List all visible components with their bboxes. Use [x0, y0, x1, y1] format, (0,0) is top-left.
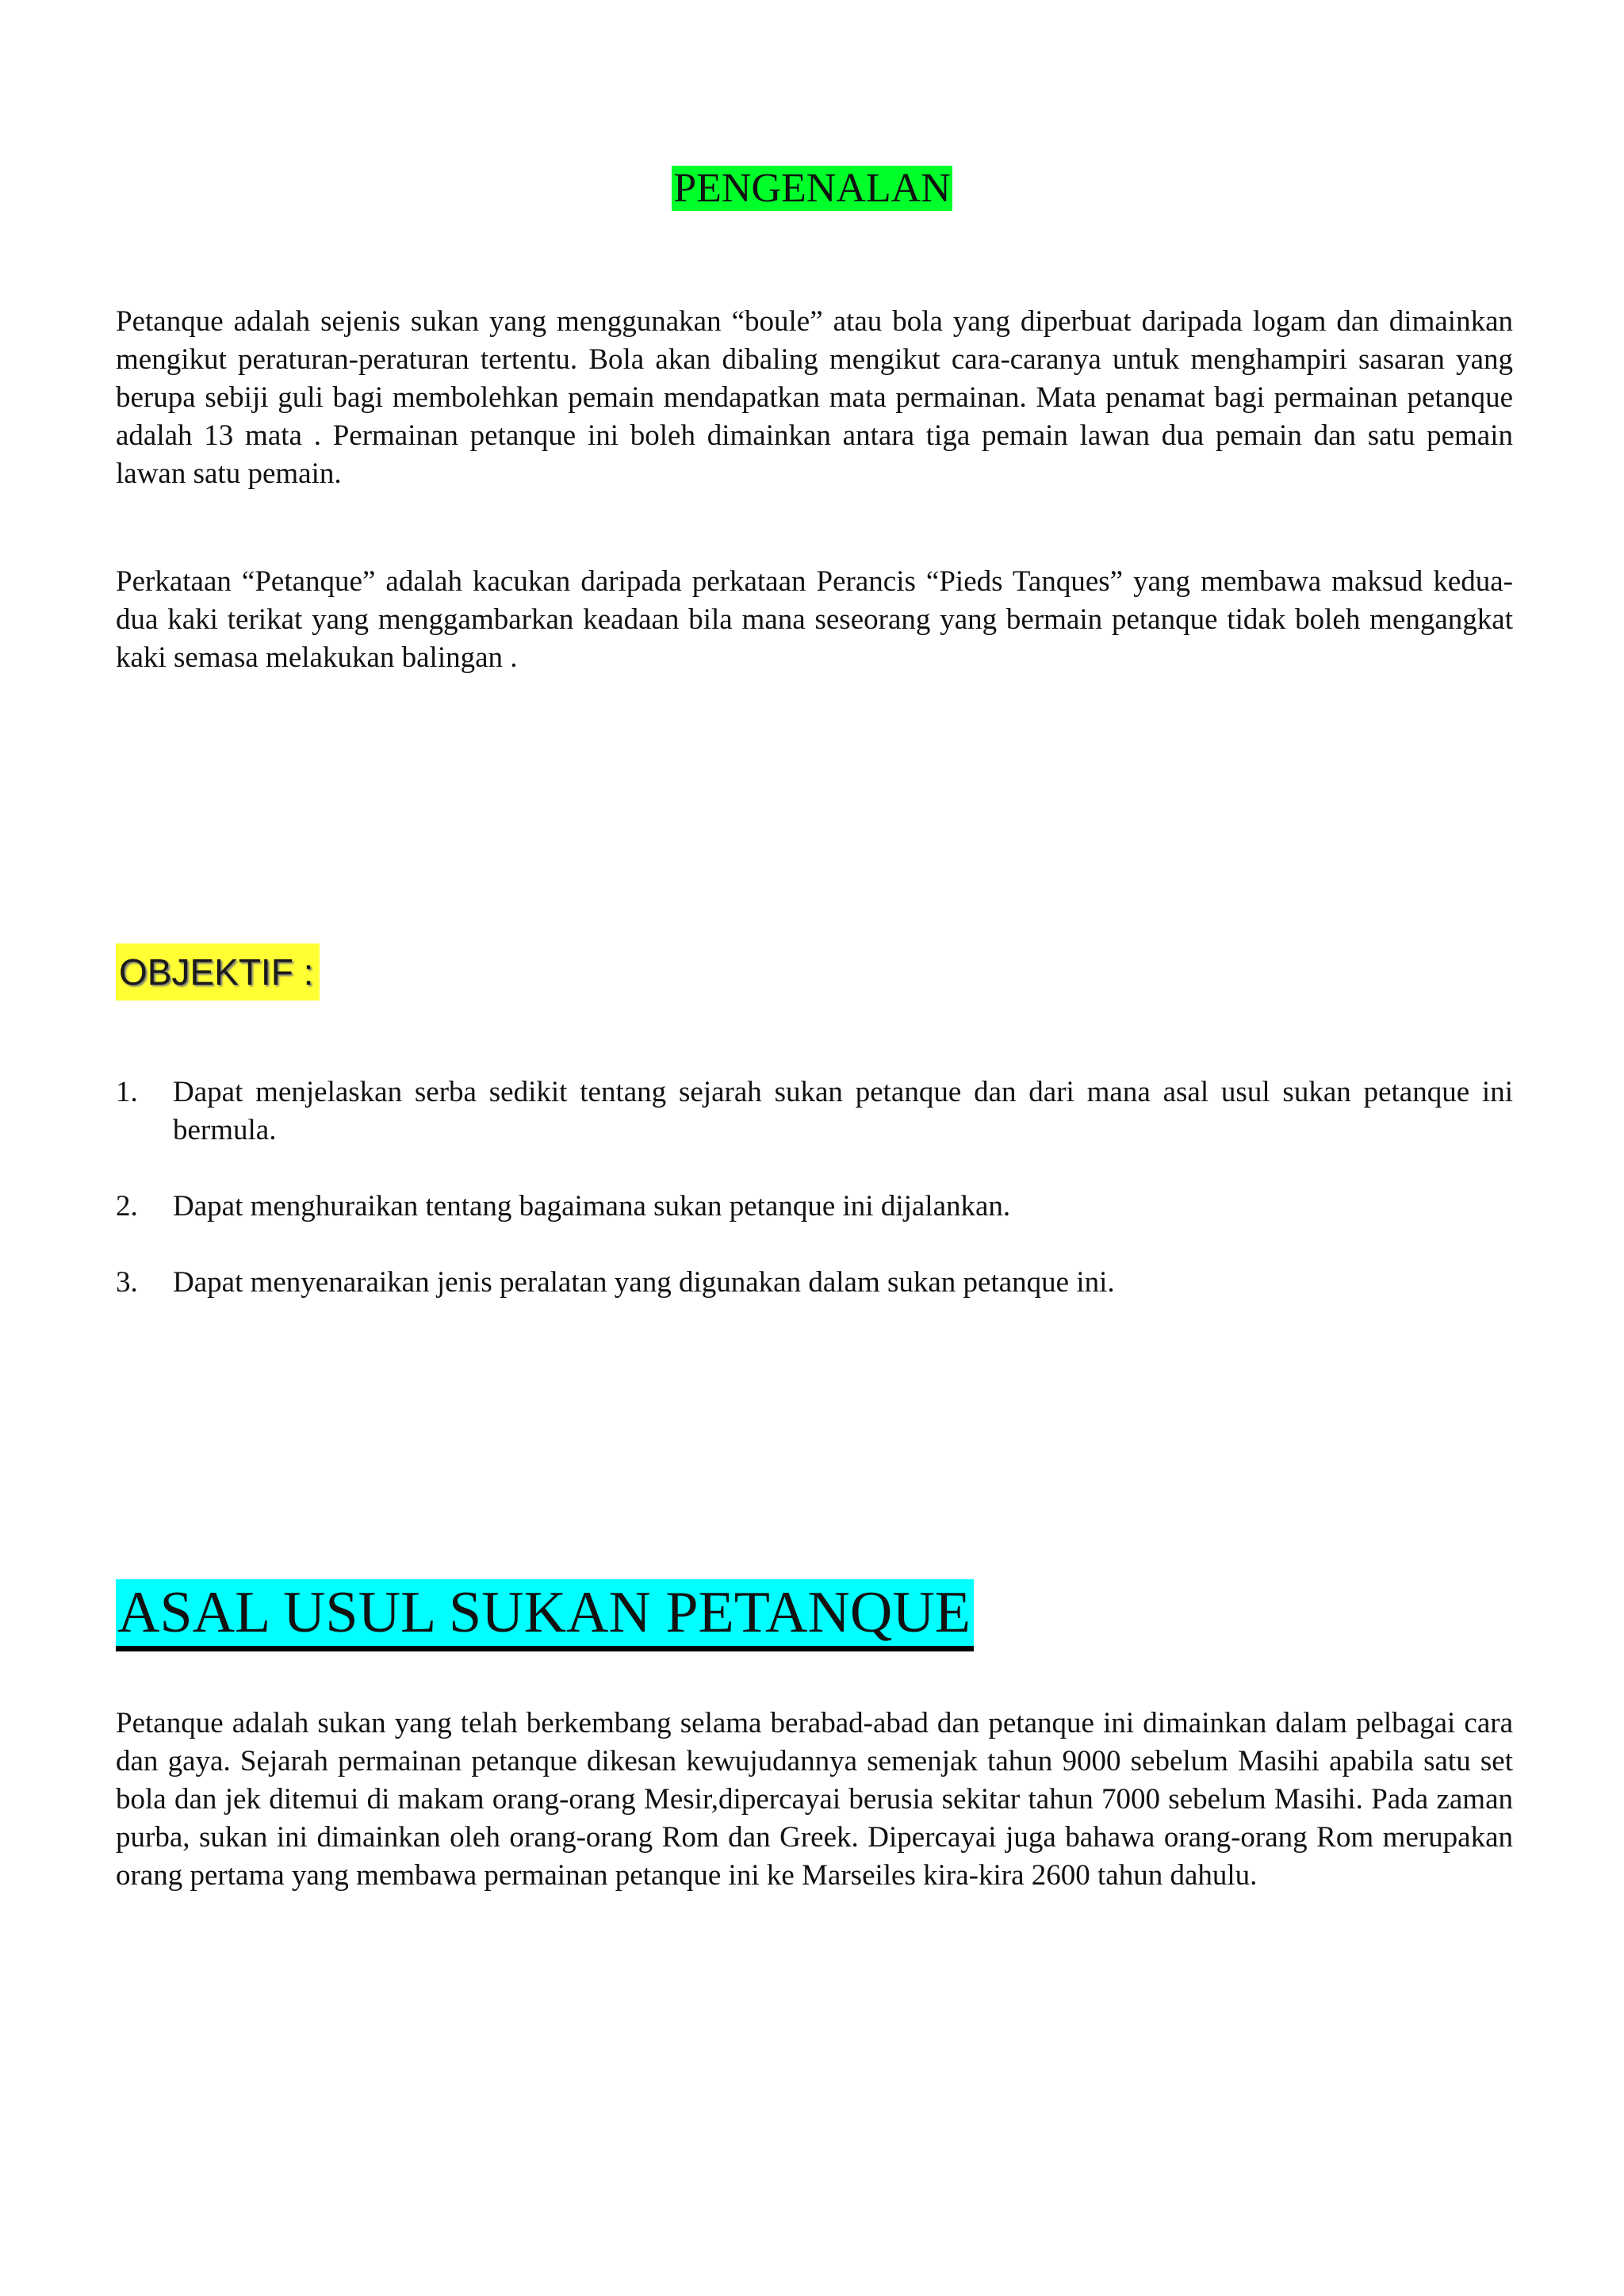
- objective-text: Dapat menghuraikan tentang bagaimana sukan petanque ini dijalankan.: [173, 1190, 1011, 1223]
- heading-pengenalan-text: PENGENALAN: [673, 166, 951, 211]
- objectives-list: [116, 1073, 1513, 1340]
- heading-pengenalan: [0, 163, 1624, 214]
- intro-paragraph-1: Petanque adalah sejenis sukan yang menggunakan “boule” atau bola yang diperbuat daripada logam dan dimainkan mengikut peraturan-peraturan tertentu. Bola akan dibaling mengikut cara-caranya untuk menghampiri sasaran yang berupa sebiji guli bagi membolehkan pemain mendapatkan mata permainan. Mata penamat bagi permainan petanque adalah 13 mata . Permainan petanque ini boleh dimainkan antara tiga pemain lawan dua pemain dan satu pemain lawan satu pemain.: [116, 305, 1513, 490]
- objective-number: 1.: [116, 1076, 138, 1108]
- objective-item-1: [116, 1073, 1513, 1150]
- objective-item-3: [116, 1264, 1513, 1302]
- heading-asal-usul: ASAL USUL SUKAN PETANQUE: [116, 1579, 974, 1651]
- objective-number: 2.: [116, 1190, 138, 1223]
- objective-item-2: [116, 1188, 1513, 1226]
- intro-paragraph-2: Perkataan “Petanque” adalah kacukan daripada perkataan Perancis “Pieds Tanques” yang membawa maksud kedua-dua kaki terikat yang menggambarkan keadaan bila mana seseorang yang bermain petanque tidak boleh mengangkat kaki semasa melakukan balingan .: [116, 565, 1513, 674]
- objective-text: Dapat menjelaskan serba sedikit tentang sejarah sukan petanque dan dari mana asal usul sukan petanque ini bermula.: [173, 1076, 1513, 1146]
- objective-number: 3.: [116, 1266, 138, 1299]
- objective-text: Dapat menyenaraikan jenis peralatan yang digunakan dalam sukan petanque ini.: [173, 1266, 1115, 1299]
- asal-usul-paragraph: Petanque adalah sukan yang telah berkembang selama berabad-abad dan petanque ini dimainkan dalam pelbagai cara dan gaya. Sejarah permainan petanque dikesan kewujudannya semenjak tahun 9000 sebelum Masihi apabila satu set bola dan jek ditemui di makam orang-orang Mesir,dipercayai berusia sekitar tahun 7000 sebelum Masihi. Pada zaman purba, sukan ini dimainkan oleh orang-orang Rom dan Greek. Dipercayai juga bahawa orang-orang Rom merupakan orang pertama yang membawa permainan petanque ini ke Marseiles kira-kira 2600 tahun dahulu.: [116, 1707, 1513, 1892]
- heading-objektif: OBJEKTIF :: [116, 943, 320, 1001]
